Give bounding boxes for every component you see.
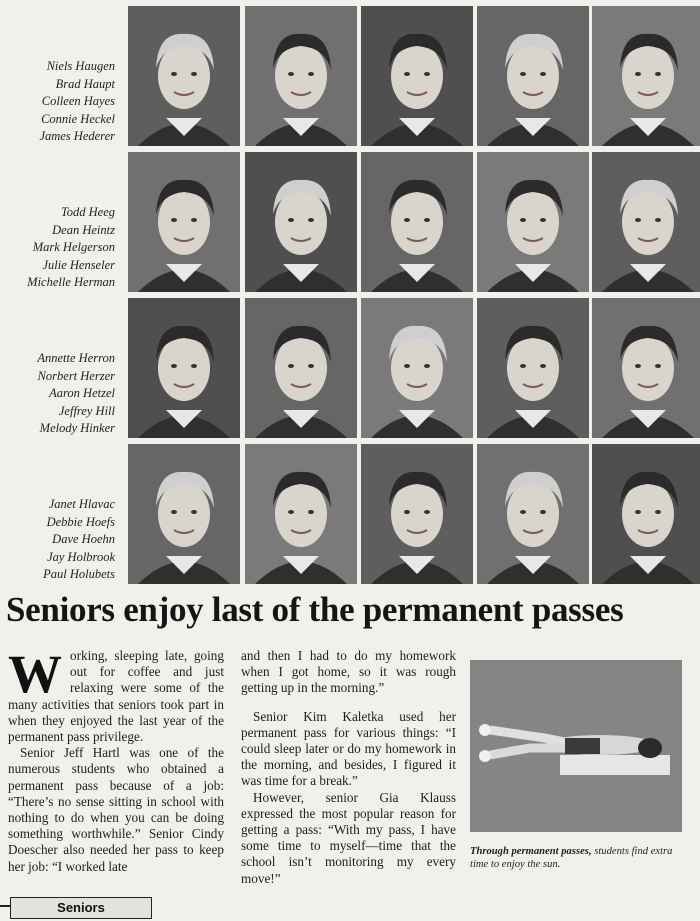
names-row-2 [0,204,115,292]
senior-name: Jay Holbrook [47,549,115,564]
photo-caption: Through permanent passes, students find extra time to enjoy the sun. [470,846,673,870]
names-row-1 [0,58,115,146]
senior-name: Todd Heeg [60,205,115,219]
senior-name: Melody Hinker [39,421,115,435]
senior-portrait [245,6,357,146]
senior-name: Paul Holubets [43,567,115,581]
senior-name: Debbie Hoefs [46,514,115,529]
senior-portrait [361,298,473,438]
senior-name: Brad Haupt [55,76,115,91]
senior-portrait [361,444,473,584]
senior-portrait [477,6,589,146]
senior-portrait [477,298,589,438]
senior-name: Jeffrey Hill [58,403,115,418]
senior-portrait [361,152,473,292]
senior-name: Julie Henseler [42,257,115,272]
senior-name: Mark Helgerson [32,240,115,254]
senior-portrait [245,444,357,584]
names-row-3 [0,350,115,438]
article-column-1 [8,644,224,875]
article-headline: Seniors enjoy last of the permanent passes [6,590,624,629]
senior-portrait [128,152,240,292]
senior-portrait [361,6,473,146]
senior-name: James Hederer [39,129,115,143]
senior-name: Aaron Hetzel [49,386,115,400]
senior-portrait [128,6,240,146]
senior-name: Dean Heintz [52,222,115,237]
senior-portrait [592,444,700,584]
article-paragraph: Senior Jeff Hartl was one of the numerous students who obtained a permanent pass because of a job: “There’s no sense sitting in school with nothing to do when you can be doing something worthwhile.” Senior Cindy Doescher also needed her pass to keep her job: “I worked late [8,745,224,874]
article-paragraph: Senior Kim Kaletka used her permanent pass for various things: “I could sleep later or do my homework in the morning, and besides, I figured it was time for a break.” [241,708,456,789]
names-row-4 [0,496,115,584]
senior-portrait [128,444,240,584]
article-paragraph: Working, sleeping late, going out for coffee and just relaxing were some of the many activities that seniors took part in when they enjoyed the last year of the permanent pass privilege. [8,644,224,745]
senior-portrait [477,444,589,584]
senior-name: Colleen Hayes [41,94,115,108]
senior-portrait [477,152,589,292]
senior-name: Niels Haugen [46,59,115,73]
senior-portrait [245,298,357,438]
senior-name: Annette Herron [37,351,115,365]
footer-rule [0,905,10,907]
senior-portrait [128,298,240,438]
senior-portrait [245,152,357,292]
senior-portrait [592,298,700,438]
drop-cap: W [8,644,62,704]
senior-name: Janet Hlavac [48,497,115,511]
senior-name: Connie Heckel [41,111,115,126]
senior-portrait [592,152,700,292]
sunbathing-photo [470,660,682,832]
senior-name: Dave Hoehn [52,532,115,546]
article-paragraph: and then I had to do my homework when I got home, so it was rough getting up in the morning.” [241,648,456,696]
article-column-2 [241,648,456,887]
senior-name: Norbert Herzer [37,368,115,383]
senior-portrait [592,6,700,146]
article-paragraph: However, senior Gia Klauss expressed the most popular reason for getting a pass: “With my pass, I have some time to myself—time that the school isn’t monitoring my every move!” [241,789,456,886]
section-footer-tab: Seniors [10,897,152,919]
senior-name: Michelle Herman [27,275,115,289]
